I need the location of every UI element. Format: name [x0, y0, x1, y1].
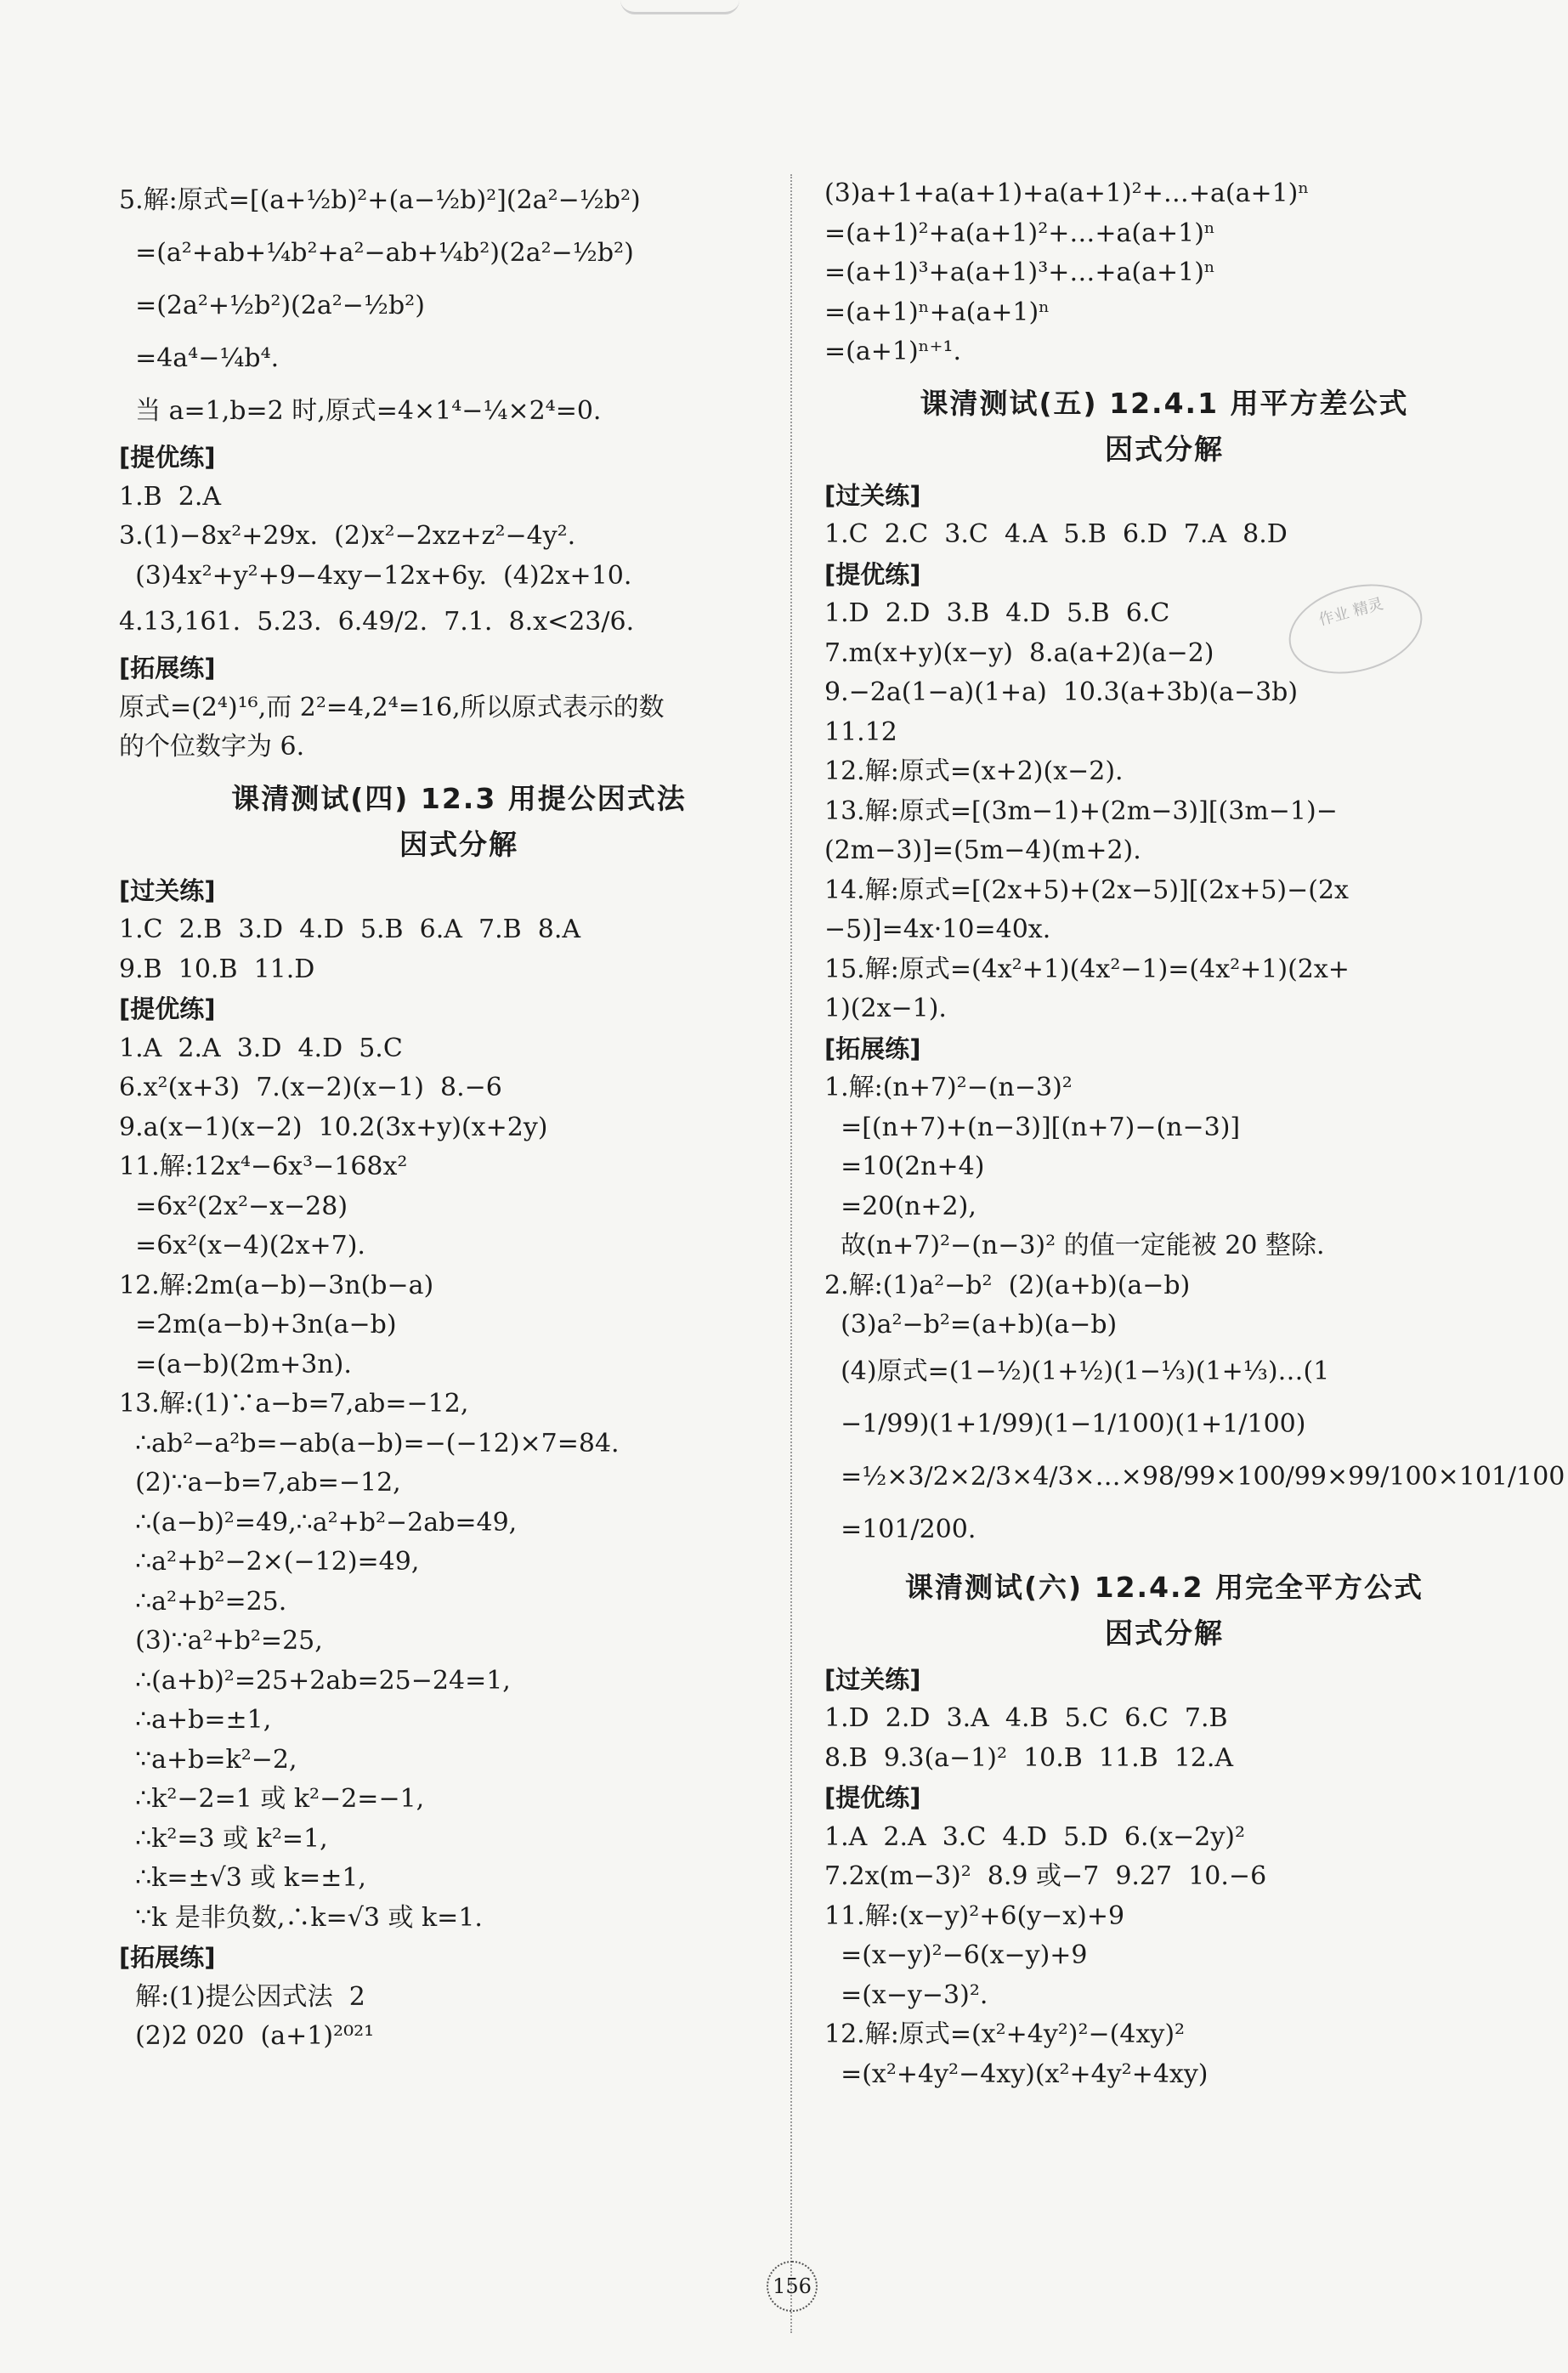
right-column	[824, 174, 1565, 2094]
text-line: 1.C 2.B 3.D 4.D 5.B 6.A 7.B 8.A	[119, 915, 581, 944]
text-line: 1.B 2.A	[119, 481, 222, 512]
text-line: 2.解:(1)a²−b² (2)(a+b)(a−b)	[824, 1270, 1191, 1300]
text-line: =(x²+4y²−4xy)(x²+4y²+4xy)	[824, 2059, 1209, 2089]
section-title: [过关练]	[824, 480, 921, 510]
test-4-title-line2: 因式分解	[399, 827, 518, 861]
text-line: 1.C 2.C 3.C 4.A 5.B 6.D 7.A 8.D	[824, 519, 1288, 549]
text-line: 1.A 2.A 3.D 4.D 5.C	[119, 1033, 403, 1063]
test-4-title-line1: 课清测试(四) 12.3 用提公因式法	[231, 781, 687, 815]
text-line: ∵a+b=k²−2,	[119, 1744, 297, 1775]
text-line: =(a+1)ⁿ+a(a+1)ⁿ	[824, 297, 1050, 327]
text-line: 3.(1)−8x²+29x. (2)x²−2xz+z²−4y².	[119, 521, 576, 551]
text-line: 5.解:原式=[(a+½b)²+(a−½b)²](2a²−½b²)	[119, 185, 641, 215]
section-title: [拓展练]	[824, 1034, 921, 1063]
text-line: 1.D 2.D 3.A 4.B 5.C 6.C 7.B	[824, 1703, 1228, 1733]
text-line: (2)2 020 (a+1)²⁰²¹	[119, 2021, 375, 2051]
text-line: 6.x²(x+3) 7.(x−2)(x−1) 8.−6	[119, 1073, 502, 1102]
text-line: −1/99)(1+1/99)(1−1/100)(1+1/100)	[824, 1408, 1306, 1439]
text-line: 9.B 10.B 11.D	[119, 954, 315, 984]
text-line: 15.解:原式=(4x²+1)(4x²−1)=(4x²+1)(2x+	[824, 954, 1350, 984]
text-line: 1)(2x−1).	[824, 994, 947, 1023]
text-line: (3)a+1+a(a+1)+a(a+1)²+…+a(a+1)ⁿ	[824, 178, 1310, 208]
text-line: ∴a²+b²−2×(−12)=49,	[119, 1547, 420, 1577]
text-line: 9.−2a(1−a)(1+a) 10.3(a+3b)(a−3b)	[824, 677, 1299, 707]
text-line: 9.a(x−1)(x−2) 10.2(3x+y)(x+2y)	[119, 1112, 548, 1142]
section-title: [提优练]	[824, 559, 921, 589]
text-line: =10(2n+4)	[824, 1152, 985, 1181]
text-line: 4.13,161. 5.23. 6.49/2. 7.1. 8.x<23/6.	[119, 607, 635, 637]
text-line: 故(n+7)²−(n−3)² 的值一定能被 20 整除.	[824, 1231, 1325, 1260]
text-line: 1.解:(n+7)²−(n−3)²	[824, 1073, 1073, 1102]
text-line: ∴(a−b)²=49,∴a²+b²−2ab=49,	[119, 1507, 518, 1538]
section-title: [拓展练]	[119, 1943, 216, 1972]
text-line: =101/200.	[824, 1514, 976, 1544]
text-line: 11.解:12x⁴−6x³−168x²	[119, 1152, 408, 1181]
page-number: 156	[767, 2261, 818, 2312]
test-5-title-line2: 因式分解	[1105, 432, 1224, 466]
text-line: =[(n+7)+(n−3)][(n+7)−(n−3)]	[824, 1112, 1241, 1142]
text-line: ∴k²=3 或 k²=1,	[119, 1823, 328, 1854]
text-line: (3)∵a²+b²=25,	[119, 1626, 323, 1656]
problem-5-block	[119, 174, 799, 438]
text-line: (4)原式=(1−½)(1+½)(1−⅓)(1+⅓)…(1	[824, 1356, 1330, 1386]
text-line: 7.m(x+y)(x−y) 8.a(a+2)(a−2)	[824, 637, 1214, 668]
text-line: 11.解:(x−y)²+6(y−x)+9	[824, 1900, 1125, 1931]
text-line: ∴k=±√3 或 k=±1,	[119, 1863, 366, 1893]
text-line: 原式=(2⁴)¹⁶,而 2²=4,2⁴=16,所以原式表示的数	[119, 692, 665, 722]
text-line: =(a+1)²+a(a+1)²+…+a(a+1)ⁿ	[824, 218, 1215, 248]
text-line: =(a−b)(2m+3n).	[119, 1349, 352, 1379]
test-6-title-line1: 课清测试(六) 12.4.2 用完全平方公式	[904, 1570, 1424, 1604]
section-title: [过关练]	[119, 875, 216, 905]
section-title: [拓展练]	[119, 654, 216, 682]
stamp-logo: 作业 精灵	[1279, 570, 1432, 688]
text-line: (2m−3)]=(5m−4)(m+2).	[824, 835, 1141, 865]
text-line: =4a⁴−¼b⁴.	[119, 343, 280, 373]
text-line: =(a+1)³+a(a+1)³+…+a(a+1)ⁿ	[824, 258, 1215, 287]
text-line: =(a+1)ⁿ⁺¹.	[824, 337, 962, 366]
text-line: 11.12	[824, 716, 897, 747]
text-line: (2)∵a−b=7,ab=−12,	[119, 1468, 401, 1498]
text-line: 12.解:原式=(x+2)(x−2).	[824, 756, 1124, 786]
text-line: ∴a+b=±1,	[119, 1705, 272, 1735]
text-line: =6x²(x−4)(2x+7).	[119, 1231, 365, 1260]
text-line: ∴ab²−a²b=−ab(a−b)=−(−12)×7=84.	[119, 1428, 620, 1458]
section-title: [提优练]	[119, 994, 216, 1023]
text-line: 1.A 2.A 3.C 4.D 5.D 6.(x−2y)²	[824, 1821, 1246, 1852]
text-line: ∴k²−2=1 或 k²−2=−1,	[119, 1784, 425, 1814]
section-title: [提优练]	[119, 443, 216, 472]
text-line: ∴a²+b²=25.	[119, 1586, 287, 1617]
text-line: −5)]=4x·10=40x.	[824, 915, 1051, 944]
text-line: 7.2x(m−3)² 8.9 或−7 9.27 10.−6	[824, 1861, 1267, 1891]
page-top-shadow	[620, 0, 739, 14]
section-title: [提优练]	[824, 1783, 921, 1812]
text-line: 12.解:原式=(x²+4y²)²−(4xy)²	[824, 2019, 1186, 2049]
text-line: 8.B 9.3(a−1)² 10.B 11.B 12.A	[824, 1742, 1234, 1773]
text-line: (3)4x²+y²+9−4xy−12x+6y. (4)2x+10.	[119, 560, 632, 591]
column-divider	[790, 174, 792, 2333]
text-line: =6x²(2x²−x−28)	[119, 1191, 348, 1221]
text-line: =(a²+ab+¼b²+a²−ab+¼b²)(2a²−½b²)	[119, 238, 634, 268]
text-line: =(x−y)²−6(x−y)+9	[824, 1940, 1088, 1970]
test-6-title	[824, 1565, 1504, 1657]
text-line: 当 a=1,b=2 时,原式=4×1⁴−¼×2⁴=0.	[119, 396, 602, 426]
text-line: ∵k 是非负数,∴k=√3 或 k=1.	[119, 1902, 483, 1933]
text-line: (3)a²−b²=(a+b)(a−b)	[824, 1310, 1118, 1339]
text-line: =(x−y−3)².	[824, 1979, 988, 2010]
left-column	[119, 174, 799, 2057]
text-line: =2m(a−b)+3n(a−b)	[119, 1310, 397, 1339]
section-title: [过关练]	[824, 1664, 921, 1694]
test-4-title	[119, 776, 799, 868]
text-line: 13.解:原式=[(3m−1)+(2m−3)][(3m−1)−	[824, 796, 1338, 826]
text-line: 1.D 2.D 3.B 4.D 5.B 6.C	[824, 598, 1170, 628]
text-line: 解:(1)提公因式法 2	[119, 1981, 365, 2012]
test-5-title-line1: 课清测试(五) 12.4.1 用平方差公式	[920, 386, 1409, 420]
text-line: ∴(a+b)²=25+2ab=25−24=1,	[119, 1665, 511, 1696]
test-6-title-line2: 因式分解	[1105, 1616, 1224, 1650]
text-line: =½×3/2×2/3×4/3×…×98/99×100/99×99/100×101/100	[824, 1461, 1565, 1492]
test-5-title	[824, 381, 1504, 473]
text-line: 13.解:(1)∵a−b=7,ab=−12,	[119, 1389, 469, 1419]
text-line: =20(n+2),	[824, 1191, 976, 1221]
text-line: 的个位数字为 6.	[119, 732, 305, 762]
text-line: 12.解:2m(a−b)−3n(b−a)	[119, 1270, 434, 1300]
text-line: =(2a²+½b²)(2a²−½b²)	[119, 291, 425, 320]
text-line: 14.解:原式=[(2x+5)+(2x−5)][(2x+5)−(2x	[824, 875, 1349, 905]
